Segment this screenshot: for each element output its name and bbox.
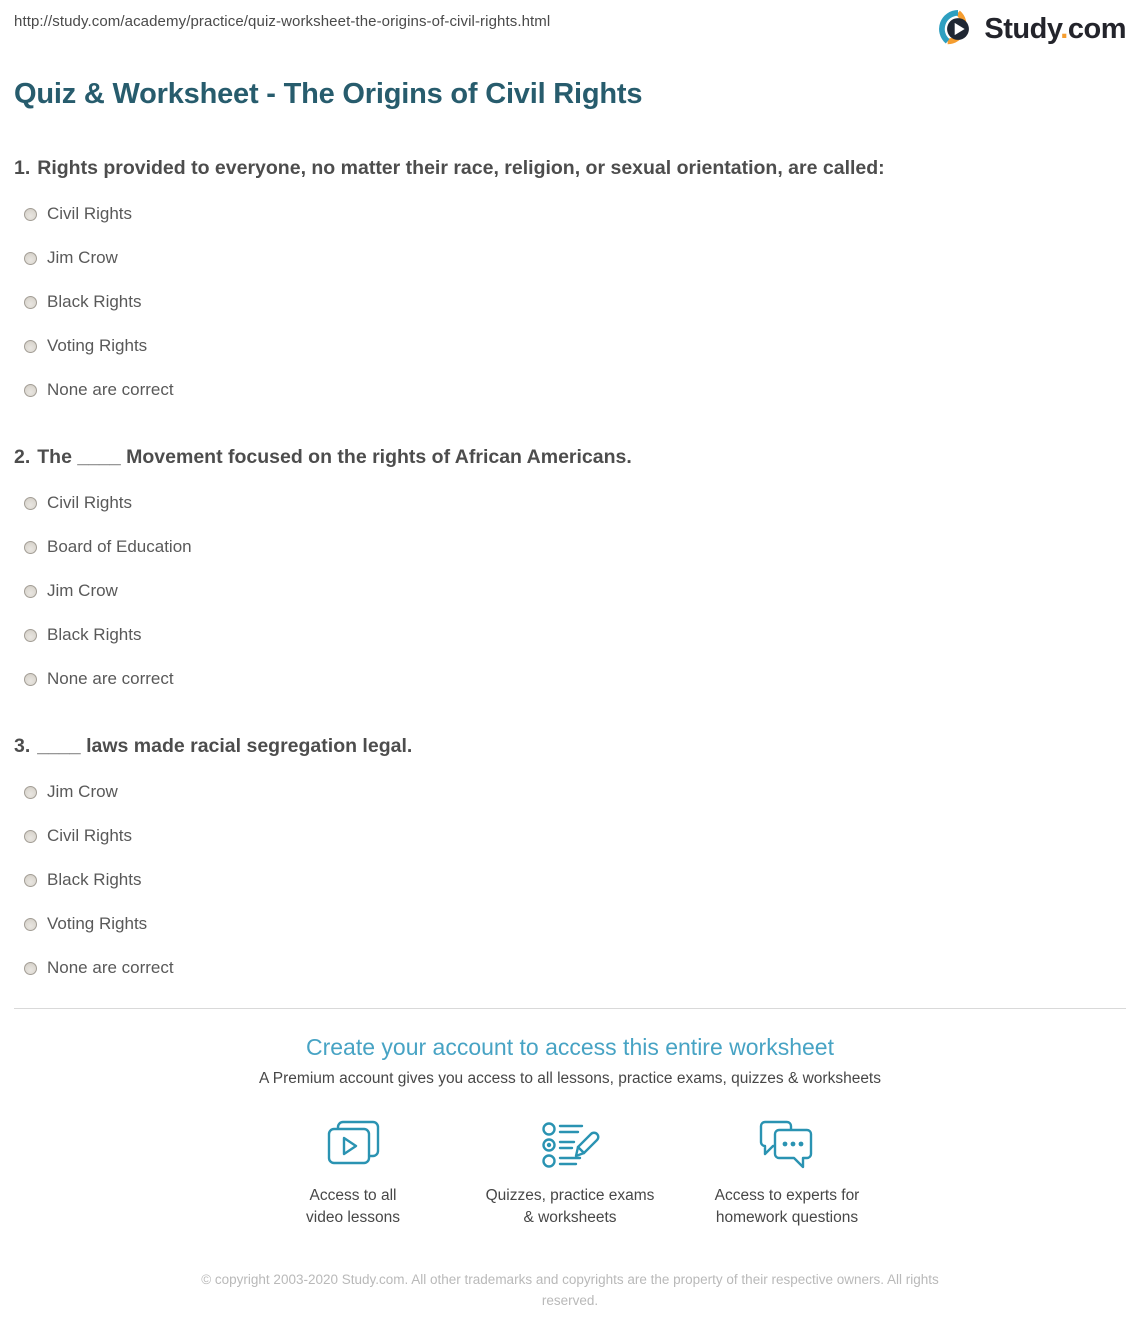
video-lessons-icon: [245, 1118, 462, 1174]
logo-com: com: [1067, 12, 1126, 45]
quizzes-worksheets-icon: [462, 1118, 679, 1174]
question-3-options: [14, 782, 1126, 978]
radio-button[interactable]: [24, 340, 37, 353]
radio-button[interactable]: [24, 585, 37, 598]
option-label[interactable]: Jim Crow: [47, 248, 118, 267]
option-row: [14, 914, 1126, 934]
radio-button[interactable]: [24, 962, 37, 975]
radio-button[interactable]: [24, 208, 37, 221]
radio-button[interactable]: [24, 786, 37, 799]
feature-expert-help: [679, 1118, 896, 1230]
option-row: [14, 669, 1126, 689]
question-1-number: 1.: [14, 157, 31, 179]
studycom-play-icon: [939, 10, 977, 48]
radio-button[interactable]: [24, 629, 37, 642]
header: [14, 0, 1126, 58]
feature-label-line1: Access to experts for: [714, 1187, 860, 1204]
signup-band: [14, 1009, 1126, 1230]
studycom-logo[interactable]: [939, 10, 1126, 48]
option-row: [14, 870, 1126, 890]
feature-label: [679, 1185, 896, 1230]
question-2-text: The ____ Movement focused on the rights of African Americans.: [37, 446, 632, 468]
option-row: [14, 537, 1126, 557]
signup-subheading: A Premium account gives you access to all lessons, practice exams, quizzes & worksheets: [259, 1070, 881, 1087]
logo-dot: .: [1060, 12, 1068, 45]
feature-quizzes-worksheets: [462, 1118, 679, 1230]
question-2: [14, 446, 1126, 689]
option-row: [14, 826, 1126, 846]
radio-button[interactable]: [24, 541, 37, 554]
option-label[interactable]: Black Rights: [47, 625, 142, 644]
radio-button[interactable]: [24, 296, 37, 309]
option-label[interactable]: Civil Rights: [47, 204, 133, 223]
page-url: http://study.com/academy/practice/quiz-worksheet-the-origins-of-civil-rights.html: [14, 13, 551, 30]
option-row: [14, 493, 1126, 513]
option-row: [14, 380, 1126, 400]
feature-video-lessons: [245, 1118, 462, 1230]
feature-label: [245, 1185, 462, 1230]
option-row: [14, 204, 1126, 224]
feature-label-line2: video lessons: [306, 1209, 400, 1227]
question-1-heading: [14, 157, 1126, 180]
feature-label: [462, 1185, 679, 1230]
option-label[interactable]: None are correct: [47, 669, 174, 688]
option-label[interactable]: None are correct: [47, 958, 174, 977]
feature-label-line2: homework questions: [715, 1209, 859, 1227]
option-label[interactable]: Jim Crow: [47, 581, 118, 600]
feature-label-line2: & worksheets: [523, 1209, 617, 1227]
features-row: [14, 1118, 1126, 1230]
question-1: [14, 157, 1126, 400]
option-label[interactable]: Voting Rights: [47, 914, 148, 933]
radio-button[interactable]: [24, 497, 37, 510]
option-label[interactable]: Voting Rights: [47, 336, 148, 355]
option-label[interactable]: None are correct: [47, 380, 174, 399]
option-row: [14, 782, 1126, 802]
option-row: [14, 292, 1126, 312]
question-2-heading: [14, 446, 1126, 469]
question-2-number: 2.: [14, 446, 31, 468]
option-row: [14, 581, 1126, 601]
option-label[interactable]: Civil Rights: [47, 493, 133, 512]
question-1-options: [14, 204, 1126, 400]
option-label[interactable]: Jim Crow: [47, 782, 118, 801]
feature-label-line1: Quizzes, practice exams: [485, 1187, 655, 1204]
option-label[interactable]: Black Rights: [47, 870, 142, 889]
logo-study: Study: [984, 12, 1061, 45]
feature-label-line1: Access to all: [309, 1187, 397, 1204]
option-label[interactable]: Civil Rights: [47, 826, 133, 845]
question-3-text: ____ laws made racial segregation legal.: [37, 735, 413, 757]
question-1-text: Rights provided to everyone, no matter their race, religion, or sexual orientation, are called:: [37, 157, 885, 179]
radio-button[interactable]: [24, 252, 37, 265]
radio-button[interactable]: [24, 918, 37, 931]
question-3-heading: [14, 735, 1126, 758]
question-2-options: [14, 493, 1126, 689]
question-3-number: 3.: [14, 735, 31, 757]
radio-button[interactable]: [24, 384, 37, 397]
page-title: Quiz & Worksheet - The Origins of Civil Rights: [14, 78, 643, 110]
radio-button[interactable]: [24, 673, 37, 686]
radio-button[interactable]: [24, 874, 37, 887]
option-row: [14, 958, 1126, 978]
radio-button[interactable]: [24, 830, 37, 843]
question-3: [14, 735, 1126, 978]
option-label[interactable]: Board of Education: [47, 537, 192, 556]
option-row: [14, 336, 1126, 356]
copyright-notice: © copyright 2003-2020 Study.com. All other trademarks and copyrights are the property of their respective owners. All rights reserved.: [201, 1271, 939, 1308]
option-row: [14, 248, 1126, 268]
signup-heading: Create your account to access this entire worksheet: [306, 1034, 834, 1060]
studycom-logo-text: [984, 13, 1126, 46]
chat-experts-icon: [679, 1118, 896, 1174]
option-row: [14, 625, 1126, 645]
option-label[interactable]: Black Rights: [47, 292, 142, 311]
